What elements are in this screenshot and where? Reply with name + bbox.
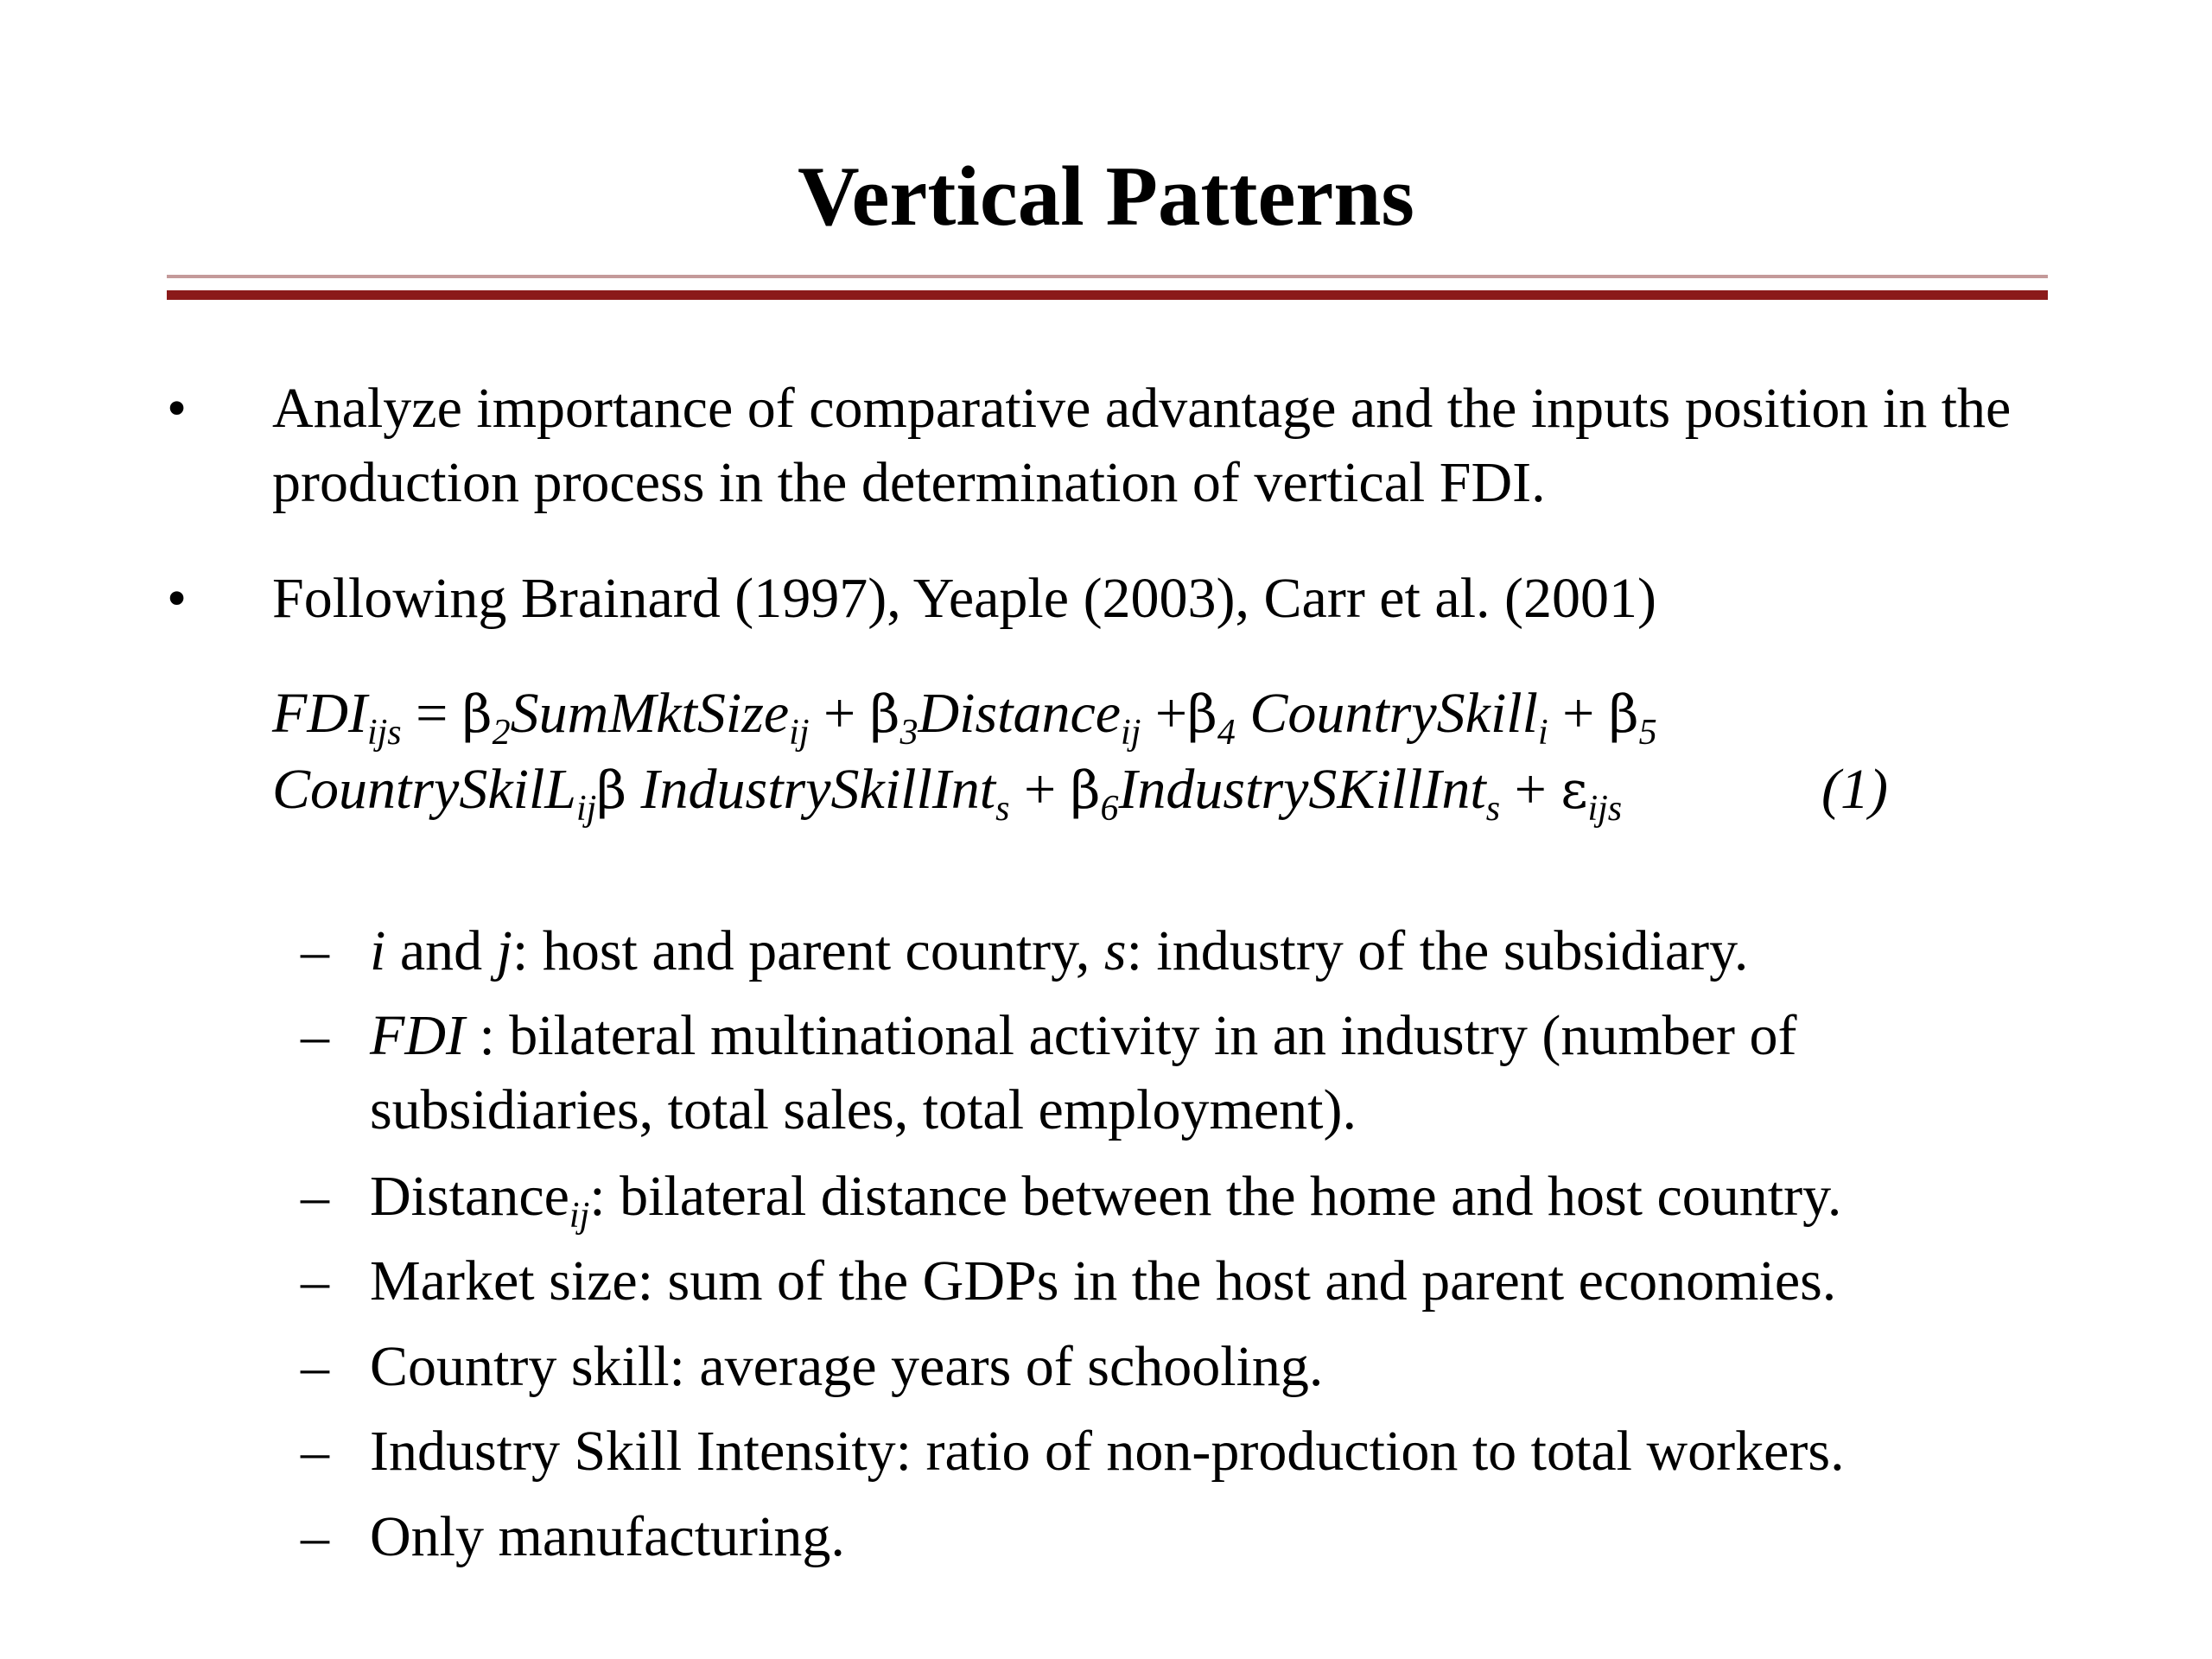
beta-symbol: β <box>1608 684 1639 745</box>
beta-symbol: β <box>1187 684 1217 745</box>
bullet-marker: • <box>167 567 188 630</box>
dash-marker: – <box>301 919 329 982</box>
beta-symbol: β <box>1070 760 1101 821</box>
bullet-text-following: Following Brainard (1997), Yeaple (2003), Carr et al. (2001) <box>272 567 1657 630</box>
dash-marker: – <box>301 1420 329 1483</box>
sub-item-distance: Distance$_{ij}$: bilateral distance between the home and host country. <box>370 1165 1842 1236</box>
sub-item-country-skill: Country skill: average years of schooling. <box>370 1335 1324 1398</box>
beta-symbol: β <box>461 684 493 745</box>
sub-item-market-size: Market size: sum of the GDPs in the host and parent economies. <box>370 1249 1837 1313</box>
slide-title: Vertical Patterns <box>798 149 1414 244</box>
dash-marker: – <box>301 1004 329 1067</box>
title-divider-thin <box>167 275 2048 278</box>
sub-item-indices: i and j: host and parent country, s: industry of the subsidiary. <box>370 919 1749 982</box>
dash-marker: – <box>301 1249 329 1313</box>
equation-line-1: $FDI_{ijs}$ = $\beta_2SumMktSize_{ij}$ + $\beta_3Distance_{ij} +\beta_4$ CountrySkill$_i$ + $\beta_5$ <box>272 682 1657 753</box>
bullet-marker: • <box>167 377 188 440</box>
beta-symbol: β <box>869 684 900 745</box>
equation-line-2: CountrySkilL$_{ij}$β IndustrySkillInt$_s$ + $\beta_6IndustrySKillInt_s + \varepsilon_{ijs}$ <box>272 758 1623 829</box>
dash-marker: – <box>301 1505 329 1568</box>
sub-item-manufacturing: Only manufacturing. <box>370 1505 845 1568</box>
dash-marker: – <box>301 1335 329 1398</box>
bullet-text-analyze: Analyze importance of comparative advantage and the inputs position in the production process in the determination of vertical FDI. <box>272 377 2012 514</box>
beta-symbol: β <box>596 760 627 821</box>
sub-item-industry-skill: Industry Skill Intensity: ratio of non-production to total workers. <box>370 1420 1845 1483</box>
sub-item-fdi: FDI : bilateral multinational activity in an industry (number of subsidiaries, total sales, total employment). <box>370 1004 1797 1141</box>
epsilon-symbol: ε <box>1560 760 1588 821</box>
equation-number: (1) <box>1821 758 1888 821</box>
title-divider-thick <box>167 290 2048 300</box>
dash-marker: – <box>301 1165 329 1228</box>
